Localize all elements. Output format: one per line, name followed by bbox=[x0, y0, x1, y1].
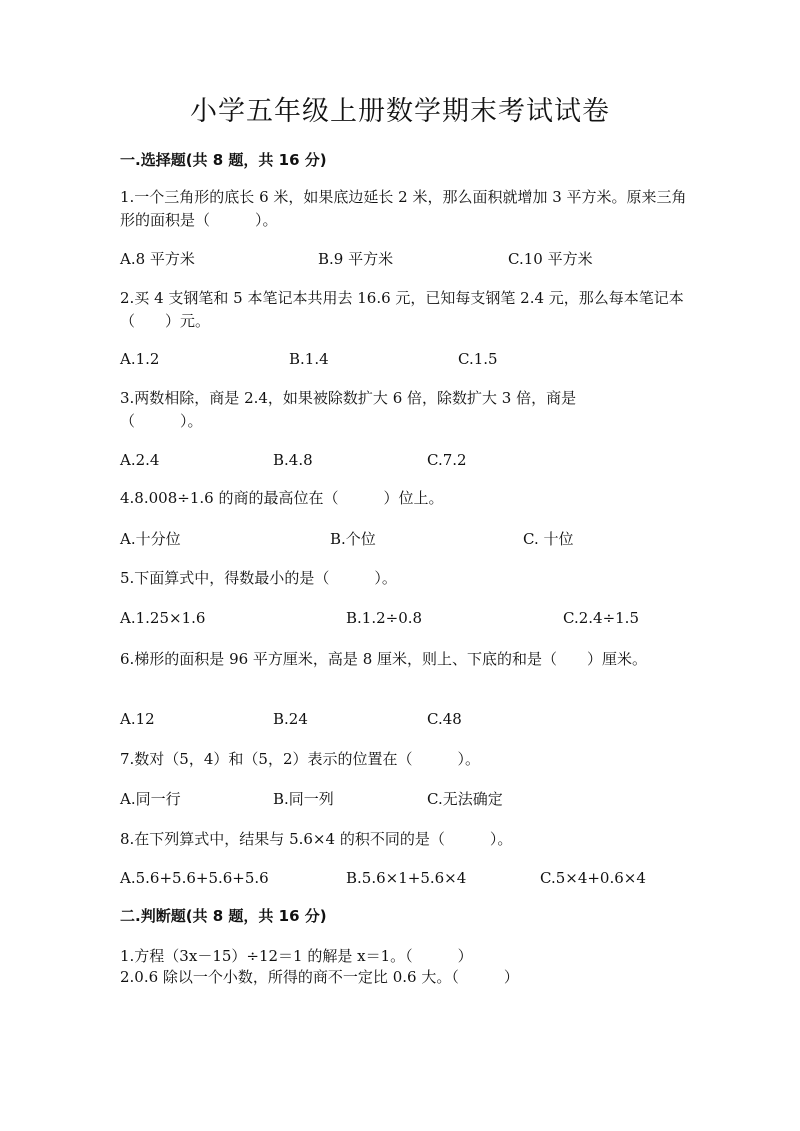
tf-question-1: 1.方程（3x－15）÷12＝1 的解是 x＝1。（ ） bbox=[120, 947, 473, 965]
question-6-option-b: B.24 bbox=[273, 710, 308, 728]
question-7-stem: 7.数对（5，4）和（5，2）表示的位置在（ ）。 bbox=[120, 750, 480, 768]
exam-title: 小学五年级上册数学期末考试试卷 bbox=[190, 96, 610, 127]
question-5-stem: 5.下面算式中，得数最小的是（ ）。 bbox=[120, 569, 397, 587]
section-heading-true-false: 二.判断题(共 8 题，共 16 分) bbox=[120, 907, 327, 925]
question-8-stem: 8.在下列算式中，结果与 5.6×4 的积不同的是（ ）。 bbox=[120, 830, 513, 848]
question-2-option-a: A.1.2 bbox=[120, 350, 160, 368]
question-8-option-a: A.5.6+5.6+5.6+5.6 bbox=[120, 869, 269, 887]
section-heading-multiple-choice: 一.选择题(共 8 题，共 16 分) bbox=[120, 151, 327, 169]
question-7-option-a: A.同一行 bbox=[120, 790, 181, 808]
question-8-option-b: B.5.6×1+5.6×4 bbox=[346, 869, 467, 887]
question-3-option-b: B.4.8 bbox=[273, 451, 313, 469]
question-2-stem: 2.买 4 支钢笔和 5 本笔记本共用去 16.6 元，已知每支钢笔 2.4 元，那么每本笔记本（ ）元。 bbox=[120, 289, 684, 330]
question-8-option-c: C.5×4+0.6×4 bbox=[540, 869, 646, 887]
question-4-option-c: C. 十位 bbox=[523, 530, 574, 548]
question-7-option-b: B.同一列 bbox=[273, 790, 334, 808]
question-7-option-c: C.无法确定 bbox=[427, 790, 503, 808]
question-6-stem: 6.梯形的面积是 96 平方厘米，高是 8 厘米，则上、下底的和是（ ）厘米。 bbox=[120, 650, 648, 668]
question-1-stem: 1.一个三角形的底长 6 米，如果底边延长 2 米，那么面积就增加 3 平方米。原来三角形的面积是（ ）。 bbox=[120, 188, 687, 229]
tf-question-2: 2.0.6 除以一个小数，所得的商不一定比 0.6 大。（ ） bbox=[120, 968, 519, 986]
question-4-option-a: A.十分位 bbox=[120, 530, 181, 548]
question-2-option-c: C.1.5 bbox=[458, 350, 498, 368]
question-5-option-c: C.2.4÷1.5 bbox=[563, 609, 639, 627]
question-5-option-b: B.1.2÷0.8 bbox=[346, 609, 423, 627]
question-1-option-a: A.8 平方米 bbox=[120, 250, 195, 268]
question-6-option-c: C.48 bbox=[427, 710, 462, 728]
question-4-stem: 4.8.008÷1.6 的商的最高位在（ ）位上。 bbox=[120, 489, 444, 507]
question-2-option-b: B.1.4 bbox=[289, 350, 329, 368]
question-3-option-c: C.7.2 bbox=[427, 451, 467, 469]
question-6-option-a: A.12 bbox=[120, 710, 155, 728]
question-3-option-a: A.2.4 bbox=[120, 451, 160, 469]
question-5-option-a: A.1.25×1.6 bbox=[120, 609, 206, 627]
question-4-option-b: B.个位 bbox=[330, 530, 376, 548]
question-1-option-c: C.10 平方米 bbox=[508, 250, 593, 268]
question-1-option-b: B.9 平方米 bbox=[318, 250, 394, 268]
question-3-stem: 3.两数相除，商是 2.4，如果被除数扩大 6 倍，除数扩大 3 倍，商是（ ）。 bbox=[120, 389, 577, 430]
